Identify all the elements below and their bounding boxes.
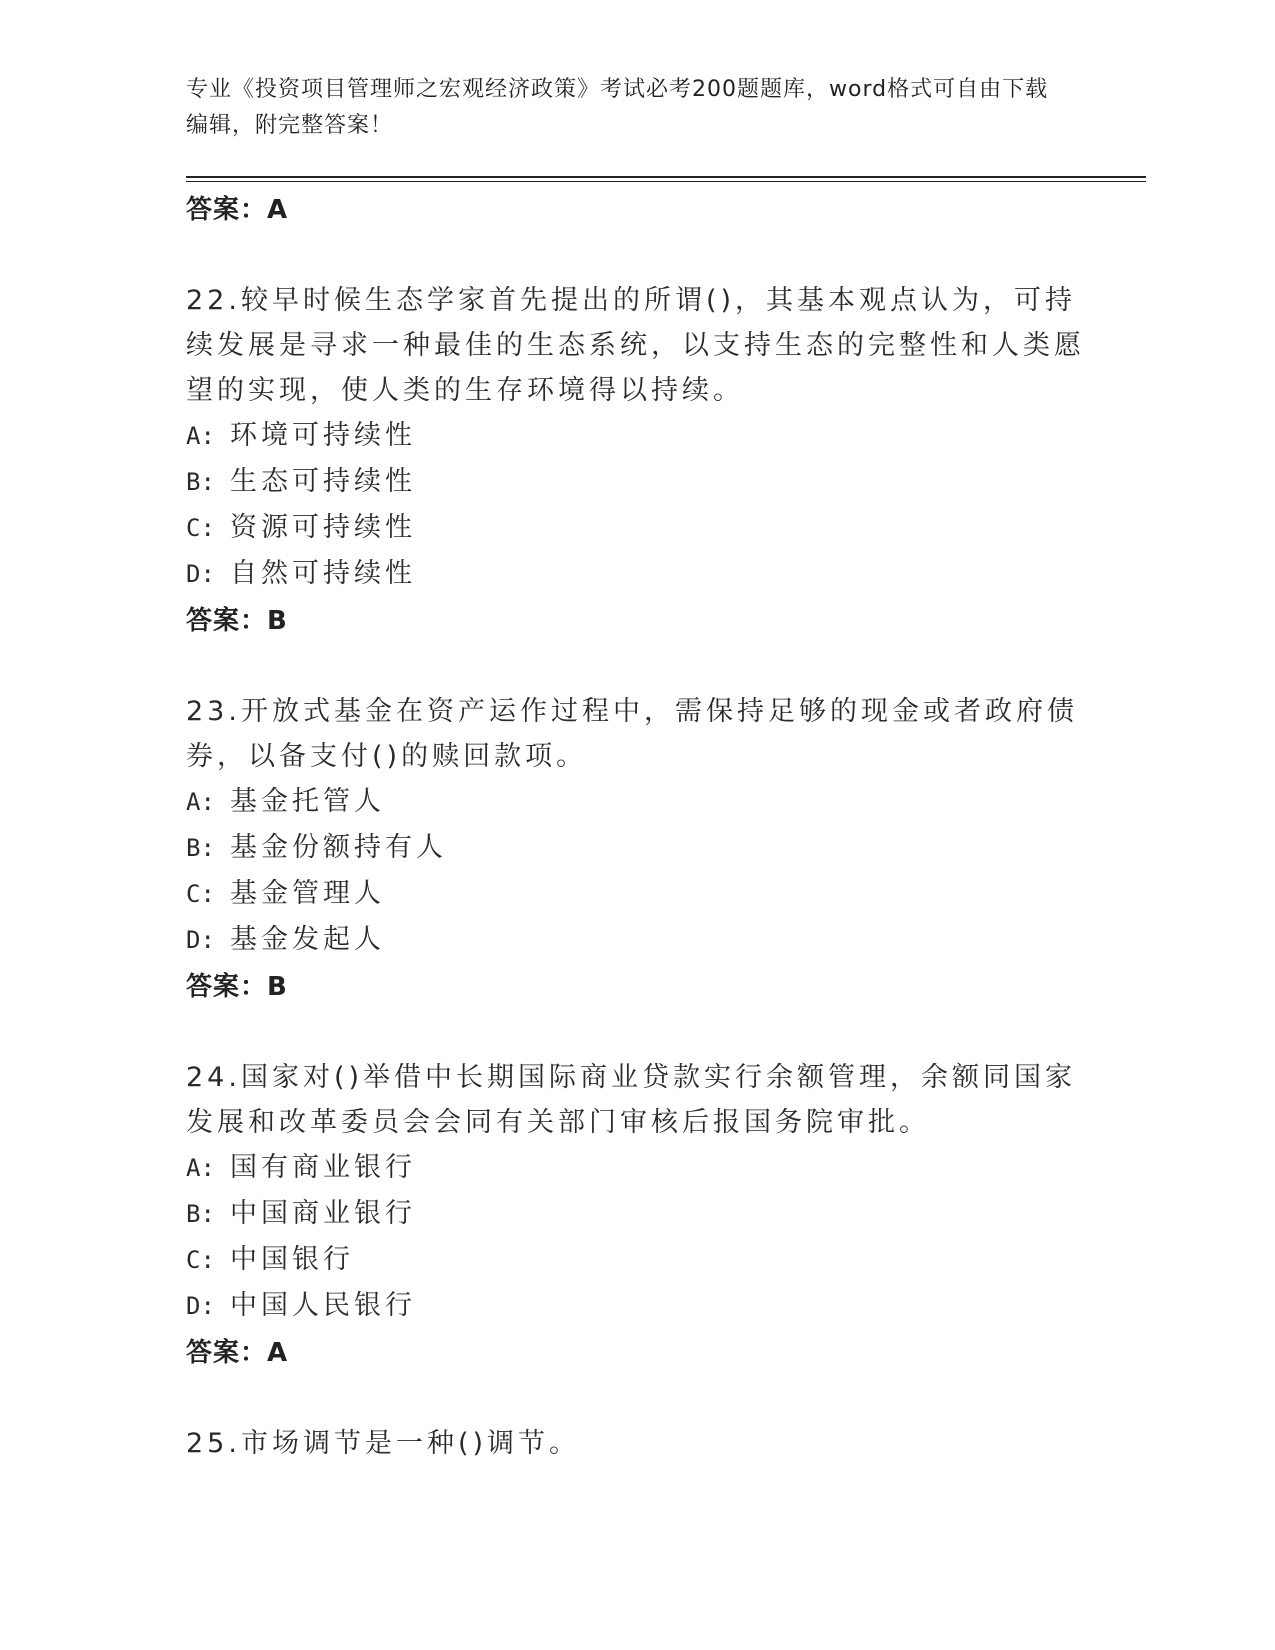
question-stem: 23.开放式基金在资产运作过程中，需保持足够的现金或者政府债券，以备支付()的赎回款项。 [186, 696, 1078, 772]
spacer [186, 1011, 1086, 1055]
option-b [186, 825, 1086, 871]
option-c [186, 871, 1086, 917]
question-24 [186, 1055, 1086, 1377]
option-letter: C: [186, 880, 215, 908]
option-letter: C: [186, 514, 215, 542]
option-text: 资源可持续性 [230, 512, 416, 543]
question-22 [186, 278, 1086, 645]
answer-line: 答案：A [186, 1338, 289, 1368]
answer-line: 答案：B [186, 972, 288, 1002]
option-text: 环境可持续性 [230, 420, 416, 451]
header-rule-thin [186, 181, 1146, 182]
option-a [186, 1145, 1086, 1191]
option-text: 基金份额持有人 [230, 832, 447, 863]
option-text: 生态可持续性 [230, 466, 416, 497]
spacer [186, 1377, 1086, 1421]
option-a [186, 413, 1086, 459]
option-text: 基金发起人 [230, 924, 385, 955]
option-b [186, 459, 1086, 505]
option-letter: D: [186, 1292, 215, 1320]
option-letter: A: [186, 788, 215, 816]
header-note: 专业《投资项目管理师之宏观经济政策》考试必考200题题库，word格式可自由下载编辑，附完整答案！ [186, 77, 1049, 138]
question-stem: 25.市场调节是一种()调节。 [186, 1428, 581, 1459]
option-letter: B: [186, 1200, 215, 1228]
option-c [186, 1237, 1086, 1283]
spacer [186, 645, 1086, 689]
header-rule [186, 176, 1146, 178]
option-d [186, 1283, 1086, 1329]
option-letter: B: [186, 468, 215, 496]
option-text: 中国商业银行 [230, 1198, 416, 1229]
question-stem: 24.国家对()举借中长期国际商业贷款实行余额管理，余额同国家发展和改革委员会会同有关部门审核后报国务院审批。 [186, 1062, 1077, 1138]
question-stem: 22.较早时候生态学家首先提出的所谓()，其基本观点认为，可持续发展是寻求一种最佳的生态系统，以支持生态的完整性和人类愿望的实现，使人类的生存环境得以持续。 [186, 285, 1085, 406]
option-letter: D: [186, 560, 215, 588]
option-text: 基金托管人 [230, 786, 385, 817]
question-list [186, 186, 1086, 1466]
answer-line: 答案：B [186, 606, 288, 636]
option-d [186, 551, 1086, 597]
option-text: 中国银行 [230, 1244, 354, 1275]
option-letter: A: [186, 422, 215, 450]
option-c [186, 505, 1086, 551]
option-b [186, 1191, 1086, 1237]
option-letter: C: [186, 1246, 215, 1274]
answer-line: 答案：A [186, 195, 289, 225]
option-letter: A: [186, 1154, 215, 1182]
option-text: 基金管理人 [230, 878, 385, 909]
option-text: 中国人民银行 [230, 1290, 416, 1321]
option-letter: B: [186, 834, 215, 862]
option-letter: D: [186, 926, 215, 954]
option-d [186, 917, 1086, 963]
question-23 [186, 689, 1086, 1011]
option-text: 自然可持续性 [230, 558, 416, 589]
option-a [186, 779, 1086, 825]
question-25 [186, 1421, 1086, 1466]
spacer [186, 234, 1086, 278]
option-text: 国有商业银行 [230, 1152, 416, 1183]
